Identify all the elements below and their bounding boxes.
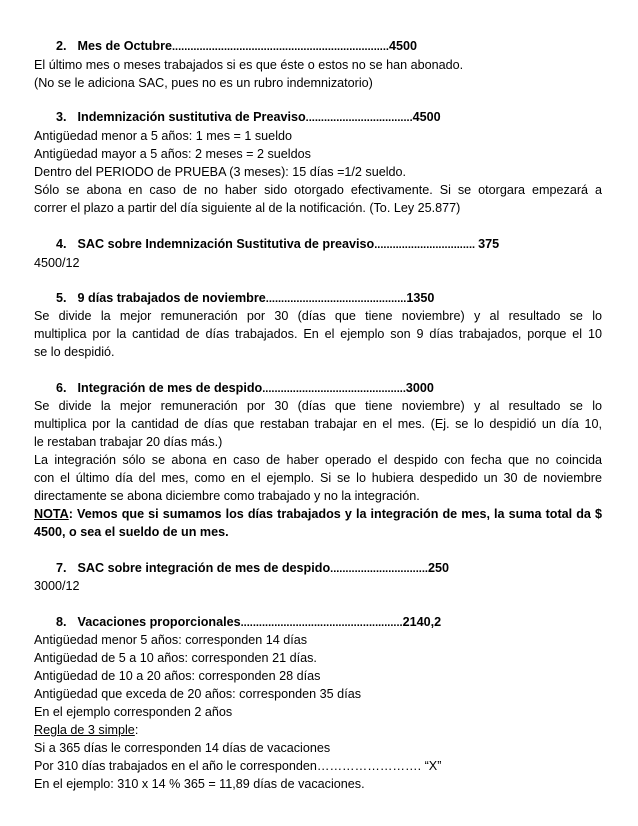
item-6-heading <box>56 379 624 398</box>
item-number: 4. <box>56 237 67 251</box>
leader-dots: ................................. <box>374 239 479 251</box>
item-title: SAC sobre integración de mes de despido <box>77 561 331 575</box>
leader-dots: ................................... <box>305 112 413 124</box>
item-number: 2. <box>56 39 67 53</box>
item-title: 9 días trabajados de noviembre <box>77 291 266 305</box>
text-line: Antigüedad de 10 a 20 años: corresponden 28 días <box>34 669 321 683</box>
item-8-heading <box>56 613 624 632</box>
text-line: se lo despidió. <box>34 345 115 359</box>
leader-dots: ................................ <box>330 563 428 575</box>
text-line: En el ejemplo corresponden 2 años <box>34 705 233 719</box>
item-amount: 2140,2 <box>402 615 442 629</box>
leader-dots: ..................................................... <box>240 617 403 629</box>
text-line: En el ejemplo: 310 x 14 % 365 = 11,89 días de vacaciones. <box>34 777 365 791</box>
item-5-heading <box>56 289 624 308</box>
item-number: 3. <box>56 110 67 124</box>
item-amount: 3000 <box>405 381 434 395</box>
note-label: NOTA <box>34 507 69 521</box>
item-title: Integración de mes de despido <box>77 381 263 395</box>
text-line: correr el plazo a partir del día siguiente al de la notificación. (To. Ley 25.877) <box>34 201 461 215</box>
text-line: multiplica por la cantidad de días trabajados. En el ejemplo son 9 días trabajados, porque el 10 <box>34 327 602 341</box>
item-number: 8. <box>56 615 67 629</box>
text-line: Antigüedad menor a 5 años: 1 mes = 1 sueldo <box>34 129 292 143</box>
item-number: 7. <box>56 561 67 575</box>
text-line: Antigüedad que exceda de 20 años: corresponden 35 días <box>34 687 361 701</box>
leader-dots: .............................................. <box>265 293 407 305</box>
item-amount: 4500 <box>412 110 441 124</box>
item-number: 5. <box>56 291 67 305</box>
item-amount: 1350 <box>406 291 435 305</box>
text-line: Antigüedad menor 5 años: corresponden 14 días <box>34 633 308 647</box>
text-line: multiplica por la cantidad de días que restaban trabajar en el mes. (Ej. se lo despidió un día 10, <box>34 417 602 431</box>
rule-colon: : <box>134 723 139 737</box>
item-title: SAC sobre Indemnización Sustitutiva de preaviso <box>77 237 375 251</box>
item-title: Vacaciones proporcionales <box>77 615 241 629</box>
text-line: El último mes o meses trabajados si es que éste o estos no se han abonado. <box>34 58 464 72</box>
text-line: Antigüedad de 5 a 10 años: corresponden 21 días. <box>34 651 317 665</box>
text-line: Si a 365 días le corresponden 14 días de vacaciones <box>34 741 331 755</box>
text-line: Sólo se abona en caso de no haber sido otorgado efectivamente. Si se otorgara empezará a <box>34 183 602 197</box>
item-title: Indemnización sustitutiva de Preaviso <box>77 110 306 124</box>
text-line: con el último día del mes, como en el ejemplo. Si se lo hubiera despedido un 30 de noviembre <box>34 471 602 485</box>
item-4-heading <box>56 235 624 254</box>
item-3-heading <box>56 108 624 127</box>
note-line: 4500, o sea el sueldo de un mes. <box>34 525 229 539</box>
rule-heading <box>34 721 602 739</box>
item-7-heading <box>56 559 624 578</box>
text-line: La integración sólo se abona en caso de haber operado el despido con fecha que no coincida <box>34 453 602 467</box>
leader-dots: ............................................... <box>262 383 406 395</box>
text-line: 3000/12 <box>34 579 80 593</box>
item-title: Mes de Octubre <box>77 39 172 53</box>
leader-dots: ....................................................................... <box>171 41 389 53</box>
text-line: Antigüedad mayor a 5 años: 2 meses = 2 sueldos <box>34 147 311 161</box>
text-line: Por 310 días trabajados en el año le corresponden……………………. “X” <box>34 759 442 773</box>
note-line <box>34 505 602 523</box>
item-2-heading <box>56 37 624 56</box>
text-line: 4500/12 <box>34 256 80 270</box>
text-line: (No se le adiciona SAC, pues no es un rubro indemnizatorio) <box>34 76 373 90</box>
item-amount: 4500 <box>388 39 418 53</box>
text-line: le restaban trabajar 20 días más.) <box>34 435 223 449</box>
item-number: 6. <box>56 381 67 395</box>
note-text: : Vemos que si sumamos los días trabajados y la integración de mes, la suma total da $ <box>68 507 602 521</box>
text-line: Se divide la mejor remuneración por 30 (días que tiene noviembre) y al resultado se lo <box>34 399 602 413</box>
rule-label: Regla de 3 simple <box>34 723 135 737</box>
item-amount: 250 <box>427 561 449 575</box>
text-line: directamente se abona diciembre como trabajado y no la integración. <box>34 489 420 503</box>
text-line: Se divide la mejor remuneración por 30 (días que tiene noviembre) y al resultado se lo <box>34 309 602 323</box>
item-amount: 375 <box>478 237 500 251</box>
text-line: Dentro del PERIODO de PRUEBA (3 meses): 15 días =1/2 sueldo. <box>34 165 407 179</box>
